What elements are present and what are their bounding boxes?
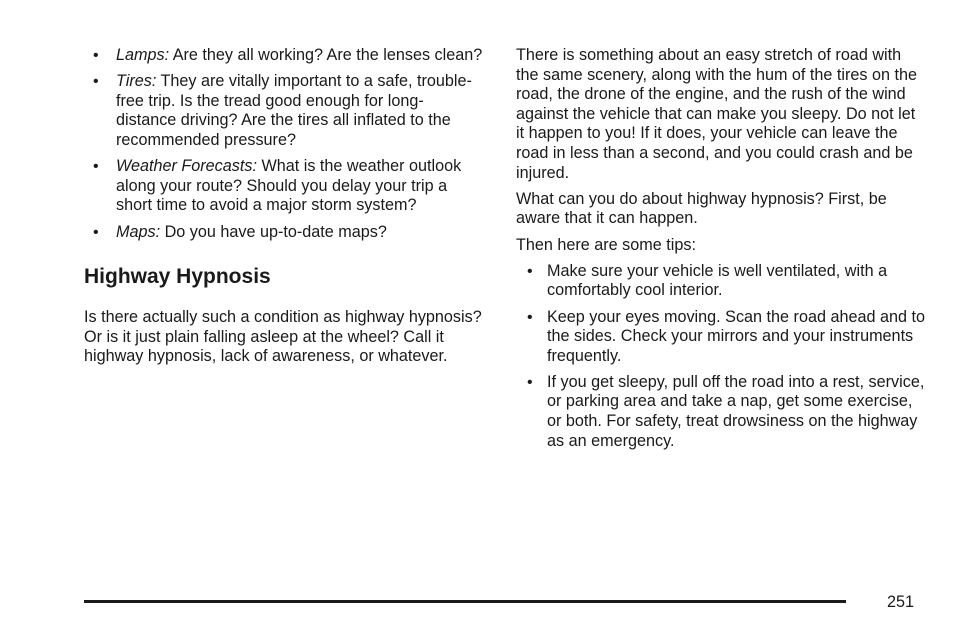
list-item (84, 157, 484, 216)
body-paragraph: Is there actually such a condition as highway hypnosis? Or is it just plain falling asleep at the wheel? Call it highway hypnosis, lack of awareness, or whatever. (84, 308, 482, 366)
list-item-text: Do you have up-to-date maps? (160, 222, 387, 241)
body-paragraph: What can you do about highway hypnosis? First, be aware that it can happen. (516, 189, 887, 228)
tip-item: • Make sure your vehicle is well ventilated, with a comfortably cool interior. (516, 262, 926, 301)
list-item-term: Weather Forecasts: (116, 157, 257, 176)
left-column (84, 46, 484, 374)
page-number: 251 (887, 593, 915, 611)
right-column (516, 46, 926, 458)
list-item (84, 72, 484, 150)
list-item (84, 46, 484, 66)
list-item-text: What is the weather outlook along your route? Should you delay your trip a short time to avoid a major storm system? (116, 157, 462, 215)
tips-list (516, 262, 926, 452)
footer-rule (84, 600, 846, 603)
body-paragraph: There is something about an easy stretch of road with the same scenery, along with the hum of the tires on the road, the drone of the engine, and the rush of the wind against the vehicle that can make you sleepy. Do not let it happen to you! If it does, your vehicle can leave the road in less than a second, and you could crash and be injured. (516, 46, 918, 182)
list-item-term: Tires: (116, 72, 157, 91)
tip-item: • If you get sleepy, pull off the road into a rest, service, or parking area and take a nap, get some exercise, or both. For safety, treat drowsiness on the highway as an emergency. (516, 373, 926, 451)
list-item-term: Lamps: (116, 46, 170, 64)
list-item-text: They are vitally important to a safe, trouble-free trip. Is the tread good enough for long-distance driving? Are the tires all inflated to the recommended pressure? (116, 72, 472, 149)
list-item (84, 223, 484, 243)
list-item-text: Are they all working? Are the lenses clean? (169, 46, 483, 64)
section-heading: Highway Hypnosis (84, 265, 271, 289)
body-paragraph: Then here are some tips: (516, 235, 696, 254)
tip-item: • Keep your eyes moving. Scan the road ahead and to the sides. Check your mirrors and your instruments frequently. (516, 308, 926, 367)
list-item-term: Maps: (116, 222, 161, 241)
checklist (84, 46, 484, 242)
